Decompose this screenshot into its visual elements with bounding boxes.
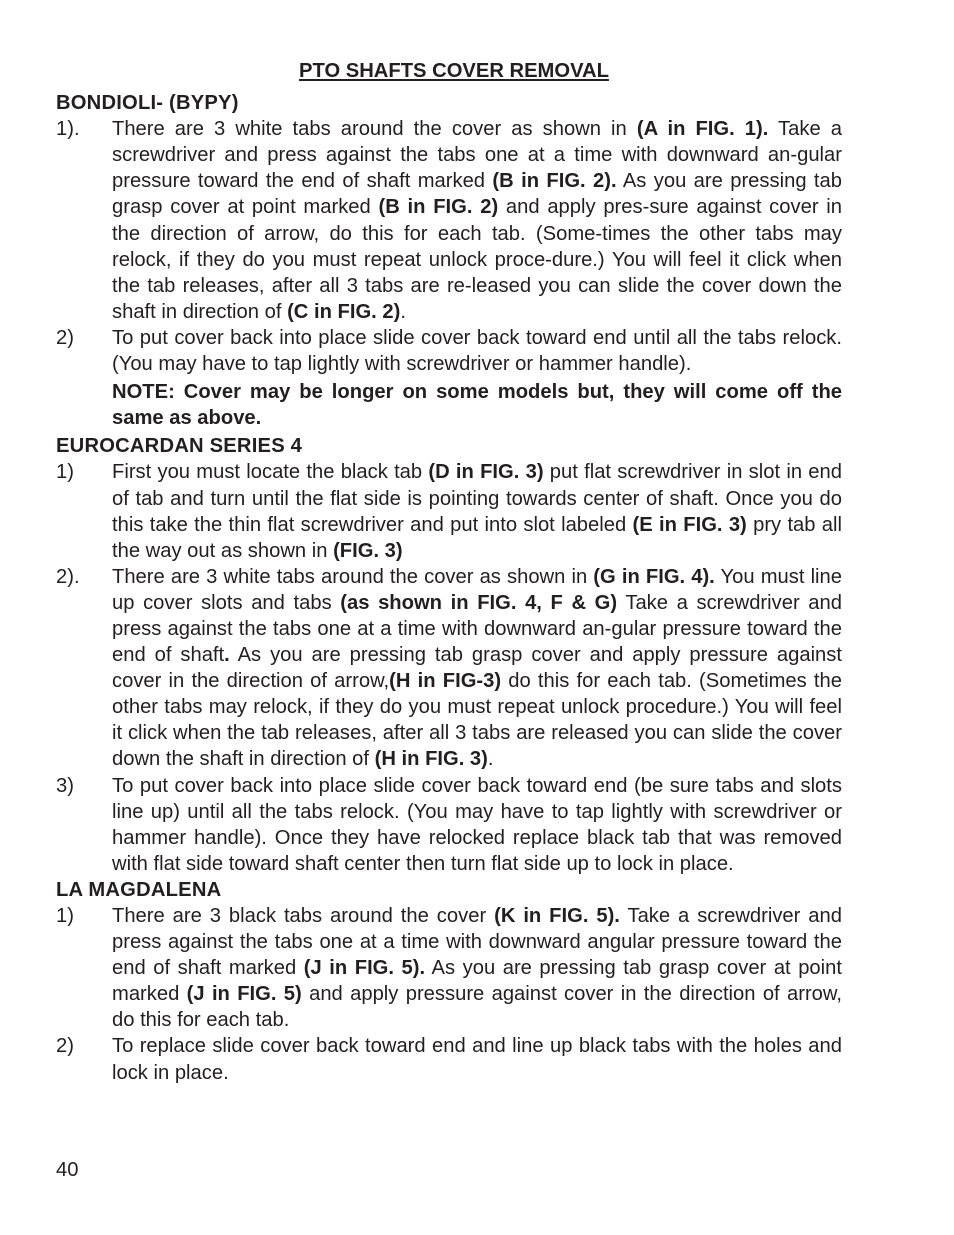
item-number: 1) [56,905,74,927]
item-text: To put cover back into place slide cover back toward end (be sure tabs and slots line up) until all the tabs relock. (You may have to tap lightly with screwdriver or hammer handle). Once they have relocked replace black tab that was removed with flat side toward shaft center then turn flat side up to lock in place. [112,774,842,875]
figure-reference: (J in FIG. 5) [186,983,302,1006]
figure-reference: (A in FIG. 1). [636,118,769,141]
list-item [56,116,842,325]
figure-reference: (FIG. 3) [333,539,403,562]
list-item [56,903,842,1033]
item-text: Take a screwdriver and press against the tabs one at a time with downward angular pressure toward the end of shaft marked [112,905,842,980]
section-heading: BONDIOLI- (BYPY) [56,92,239,115]
item-text: First you must locate the black tab [112,461,429,484]
figure-reference: (B in FIG. 2). [492,170,617,193]
item-text: and apply pres-sure against cover in the direction of arrow, do this for each tab. (Some-times the other tabs may relock, if they do you must repeat unlock proce-dure.) You will feel it click when the tab releases, after all 3 tabs are re-leased you can slide the cover down the shaft in direction of [112,196,842,323]
item-text: As you are pressing tab grasp cover at point marked [112,170,842,219]
list-item [56,773,842,877]
list-item [56,1033,842,1085]
item-text: To replace slide cover back toward end and line up black tabs with the holes and lock in place. [112,1035,842,1084]
section-heading: EUROCARDAN SERIES 4 [56,435,303,458]
figure-reference: (E in FIG. 3) [632,513,747,536]
item-number: 1). [56,118,80,141]
list-item [56,459,842,563]
item-text: pry tab all the way out as shown in [112,513,843,562]
figure-reference: (G in FIG. 4). [593,565,715,588]
item-text: and apply pressure against cover in the direction of arrow, do this for each tab. [112,983,842,1032]
item-text: Take a screwdriver and press against the tabs one at a time with downward an-gular pressure toward the end of shaft [112,591,842,667]
item-number: 2) [56,1035,74,1058]
note: NOTE: Cover may be longer on some models but, they will come off the same as above. [112,381,842,430]
figure-reference: (H in FIG-3) [389,670,502,693]
item-number: 2). [56,565,80,588]
item-text: . [400,300,406,323]
page-content [56,58,842,1086]
figure-reference: (D in FIG. 3) [428,461,544,484]
item-text: As you are pressing tab grasp cover at point marked [112,957,842,1006]
page-number: 40 [56,1159,79,1181]
item-text: . [487,748,494,771]
item-text: do this for each tab. (Sometimes the other tabs may relock, if they do you must repeat unlock procedure.) You will feel it click when the tab releases, after all 3 tabs are released you can slide the cover down the shaft in direction of [112,670,842,771]
page-title: PTO SHAFTS COVER REMOVAL [299,60,609,82]
section-heading: LA MAGDALENA [56,878,222,901]
figure-reference: (J in FIG. 5). [303,957,426,980]
item-text: There are 3 white tabs around the cover as shown in [112,118,637,141]
figure-reference: (K in FIG. 5). [494,905,620,927]
figure-reference: (H in FIG. 3) [374,748,488,771]
item-text: put flat screwdriver in slot in end of tab and turn until the flat side is pointing towards center of shaft. Once you do this take the thin flat screwdriver and put into slot labeled [112,461,842,536]
item-number: 1) [56,461,74,484]
figure-reference: (B in FIG. 2) [378,196,499,219]
list-item [56,564,842,773]
item-number: 3) [56,774,74,797]
item-text: There are 3 black tabs around the cover [112,905,495,927]
item-text: There are 3 white tabs around the cover as shown in [112,565,594,588]
item-text: You must line up cover slots and tabs [112,565,842,614]
figure-reference: (as shown in FIG. 4, F & G) [340,591,618,614]
figure-reference: (C in FIG. 2) [287,300,401,323]
item-number: 2) [56,326,74,349]
item-text: To put cover back into place slide cover back toward end until all the tabs relock. (You may have to tap lightly with screwdriver or hammer handle). [112,326,842,376]
figure-reference: . [224,644,230,667]
list-item [56,325,842,377]
sections [56,90,842,1086]
item-text: Take a screwdriver and press against the tabs one at a time with downward an-gular pressure toward the end of shaft marked [112,118,842,193]
item-text: As you are pressing tab grasp cover and apply pressure against cover in the direction of arrow, [112,644,842,693]
